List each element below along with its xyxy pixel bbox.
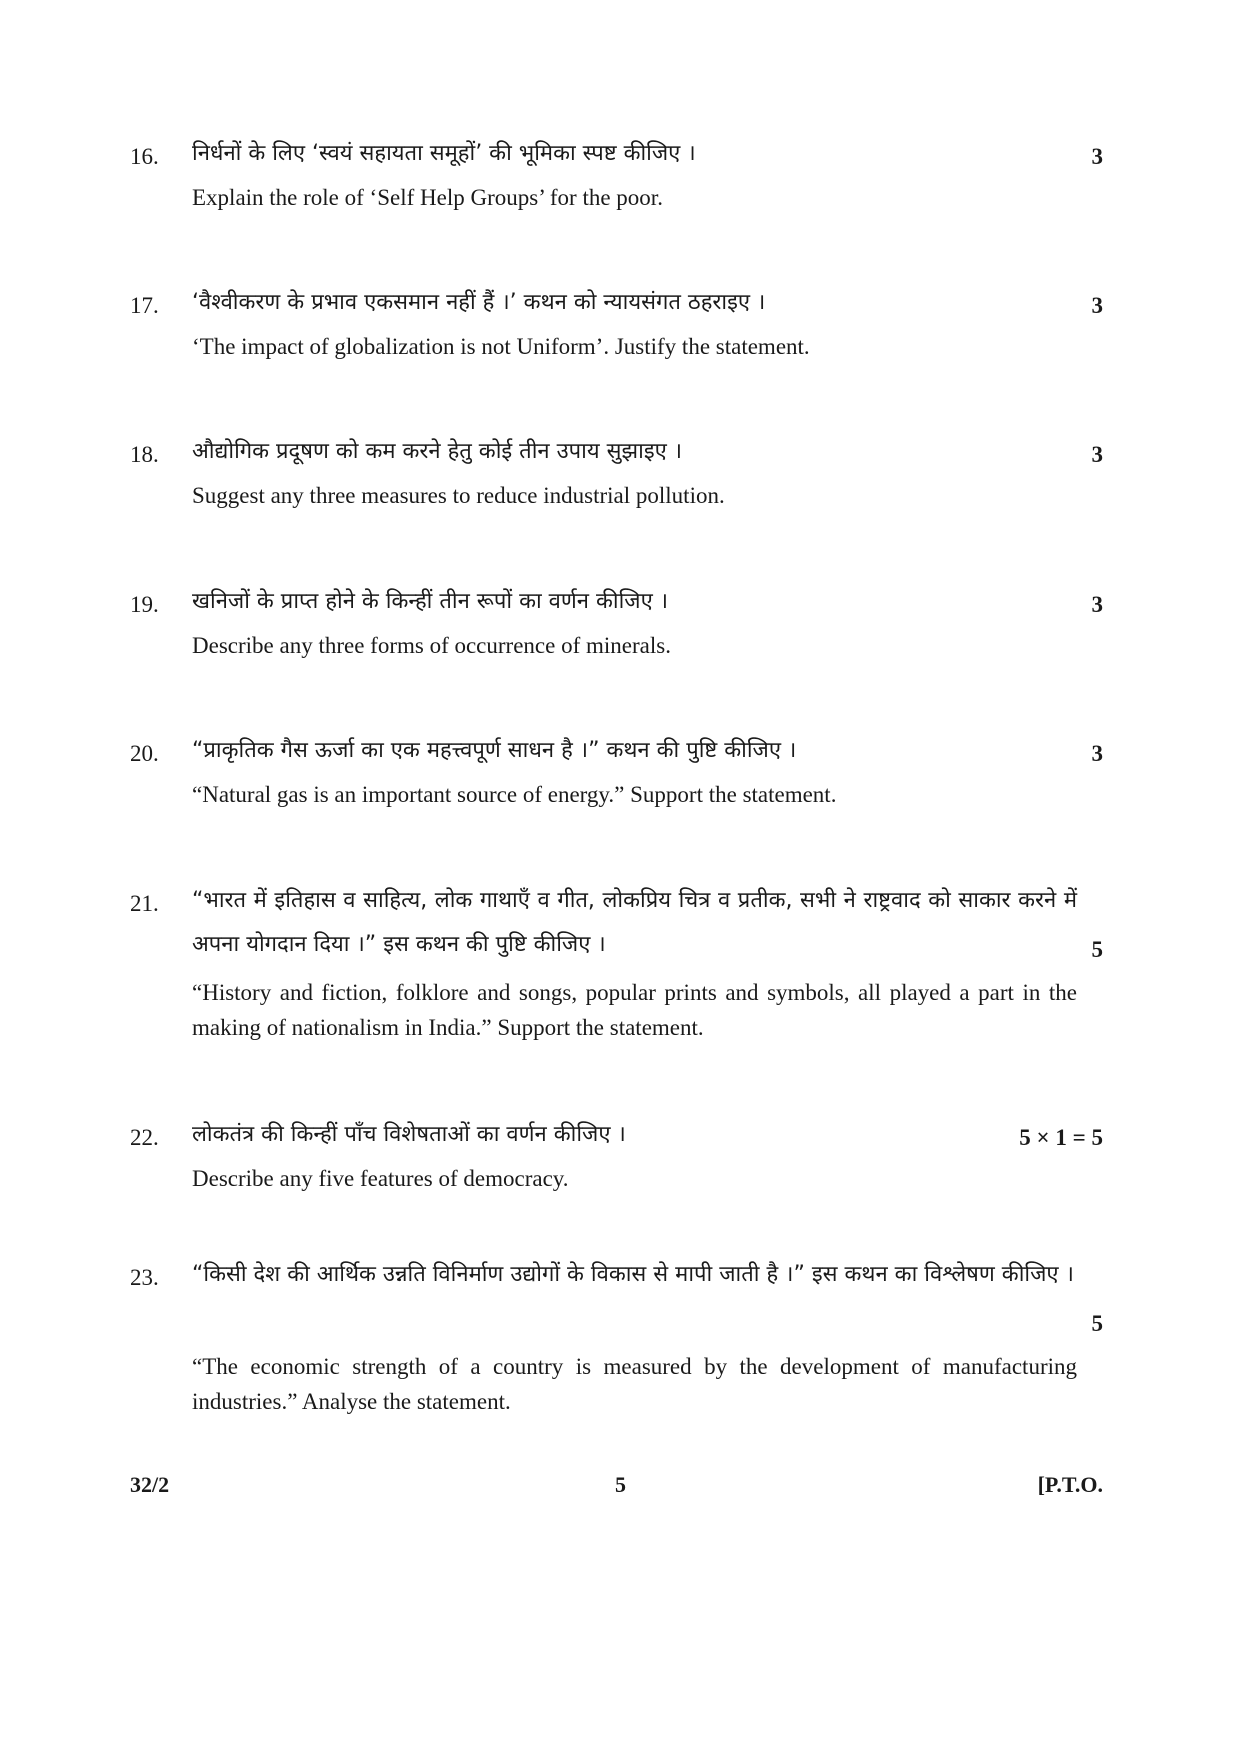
question-number: 17. [130, 293, 159, 318]
question-text-english: ‘The impact of globalization is not Uniform’. Justify the statement. [192, 334, 810, 359]
please-turn-over: [P.T.O. [1037, 1472, 1103, 1497]
question-text-hindi: निर्धनों के लिए ‘स्वयं सहायता समूहों’ की भूमिका स्पष्ट कीजिए । [192, 141, 696, 166]
question-text-english: Describe any five features of democracy. [192, 1166, 569, 1191]
question-text-hindi: औद्योगिक प्रदूषण को कम करने हेतु कोई तीन उपाय सुझाइए । [192, 439, 683, 464]
page-number: 5 [615, 1472, 626, 1497]
question-number: 18. [130, 442, 159, 467]
question-number: 21. [130, 891, 159, 916]
question-text-english: Suggest any three measures to reduce industrial pollution. [192, 483, 725, 508]
question-marks: 3 [1091, 592, 1103, 617]
question-text-english: “The economic strength of a country is measured by the development of manufacturing industries.” Analyse the statement. [192, 1354, 1077, 1414]
question-marks: 3 [1091, 741, 1103, 766]
question-number: 20. [130, 741, 159, 766]
question-marks: 5 [1091, 937, 1103, 962]
question-text-hindi: “भारत में इतिहास व साहित्य, लोक गाथाएँ व गीत, लोकप्रिय चित्र व प्रतीक, सभी ने राष्ट्रवाद को साकार करने में अपना योगदान दिया ।” इस कथन की पुष्टि कीजिए । [192, 888, 1077, 957]
question-number: 22. [130, 1125, 159, 1150]
question-text-english: Explain the role of ‘Self Help Groups’ for the poor. [192, 185, 663, 210]
question-marks: 5 × 1 = 5 [1019, 1125, 1103, 1150]
question-text-english: “History and fiction, folklore and songs, popular prints and symbols, all played a part in the making of nationalism in India.” Support the statement. [192, 980, 1077, 1040]
question-text-english: “Natural gas is an important source of energy.” Support the statement. [192, 782, 837, 807]
question-text-hindi: “किसी देश की आर्थिक उन्नति विनिर्माण उद्योगों के विकास से मापी जाती है ।” इस कथन का विश्लेषण कीजिए । [192, 1262, 1074, 1287]
paper-code: 32/2 [130, 1472, 170, 1497]
question-number: 16. [130, 144, 159, 169]
question-text-hindi: लोकतंत्र की किन्हीं पाँच विशेषताओं का वर्णन कीजिए । [192, 1122, 626, 1147]
question-text-hindi: “प्राकृतिक गैस ऊर्जा का एक महत्त्वपूर्ण साधन है ।” कथन की पुष्टि कीजिए । [192, 738, 797, 763]
question-marks: 3 [1091, 442, 1103, 467]
question-marks: 5 [1091, 1311, 1103, 1336]
question-number: 23. [130, 1265, 159, 1290]
question-text-english: Describe any three forms of occurrence of minerals. [192, 633, 671, 658]
question-text-hindi: ‘वैश्वीकरण के प्रभाव एकसमान नहीं हैं ।’ कथन को न्यायसंगत ठहराइए । [192, 290, 766, 315]
question-marks: 3 [1091, 293, 1103, 318]
question-number: 19. [130, 592, 159, 617]
question-text-hindi: खनिजों के प्राप्त होने के किन्हीं तीन रूपों का वर्णन कीजिए । [192, 589, 669, 614]
question-marks: 3 [1091, 144, 1103, 169]
